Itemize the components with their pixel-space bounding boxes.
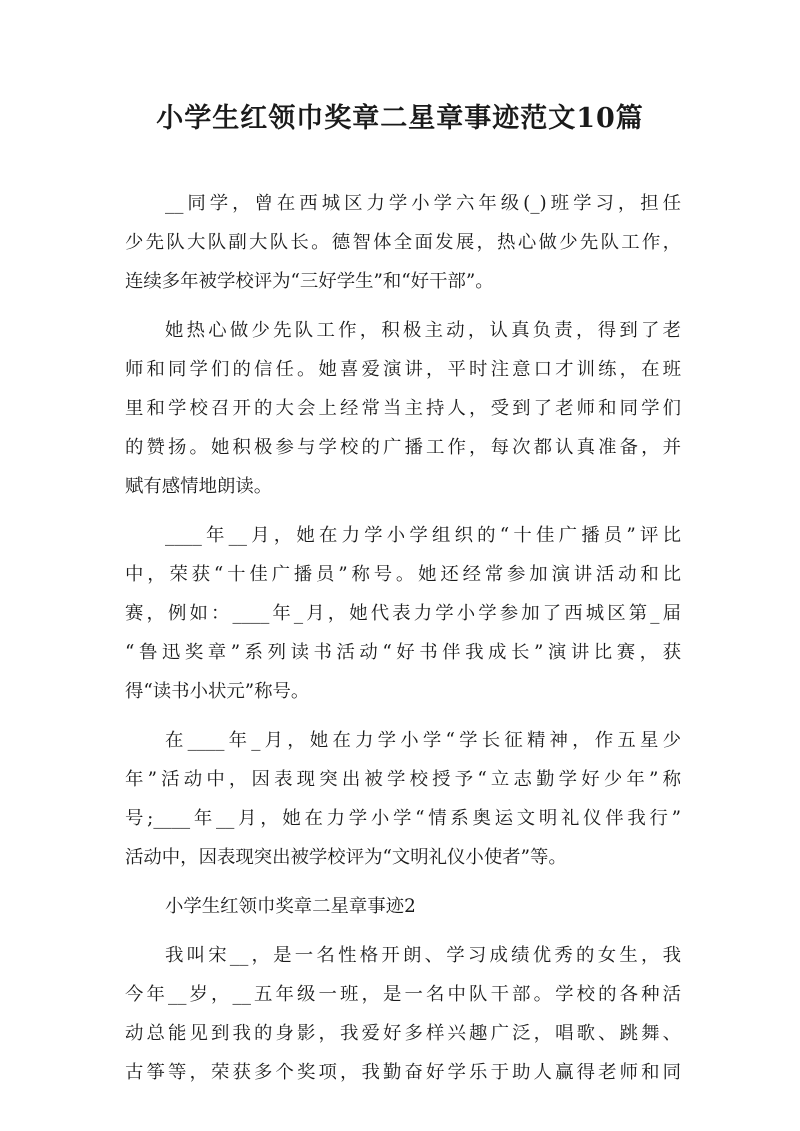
text-line: __同学，曾在西城区力学小学六年级(_)班学习，担任 <box>165 193 681 214</box>
text-line: 古筝等，荣获多个奖项，我勤奋好学乐于助人赢得老师和同 <box>125 1062 681 1083</box>
text-line: 她热心做少先队工作，积极主动，认真负责，得到了老 <box>165 320 681 341</box>
text-line: 师和同学们的信任。她喜爱演讲，平时注意口才训练，在班 <box>125 359 681 380</box>
document-title: 小学生红领巾奖章二星章事迹范文10篇 <box>156 103 644 134</box>
text-line: 号;____年__月，她在力学小学“情系奥运文明礼仪伴我行” <box>125 808 681 829</box>
text-line: “鲁迅奖章”系列读书活动“好书伴我成长”演讲比赛，获 <box>125 642 681 663</box>
text-line: 连续多年被学校评为“三好学生”和“好干部”。 <box>125 271 494 292</box>
text-line: 年”活动中，因表现突出被学校授予“立志勤学好少年”称 <box>125 769 681 790</box>
text-line: 里和学校召开的大会上经常当主持人，受到了老师和同学们 <box>125 398 681 419</box>
text-line: 动总能见到我的身影，我爱好多样兴趣广泛，唱歌、跳舞、 <box>125 1023 681 1044</box>
text-line: 在____年_月，她在力学小学“学长征精神，作五星少 <box>165 730 681 751</box>
text-line: 我叫宋__，是一名性格开朗、学习成绩优秀的女生，我 <box>165 945 681 966</box>
document-body <box>125 184 681 1092</box>
text-line: 的赞扬。她积极参与学校的广播工作，每次都认真准备，并 <box>125 437 681 458</box>
text-line: 中，荣获“十佳广播员”称号。她还经常参加演讲活动和比 <box>125 564 681 585</box>
text-line: 少先队大队副大队长。德智体全面发展，热心做少先队工作， <box>125 232 681 253</box>
text-line: 赛，例如：____年_月，她代表力学小学参加了西城区第_届 <box>125 603 681 624</box>
section-heading: 小学生红领巾奖章二星章事迹2 <box>165 896 416 917</box>
text-line: 赋有感情地朗读。 <box>125 476 273 497</box>
text-line: 得“读书小状元”称号。 <box>125 681 310 702</box>
text-line: 活动中，因表现突出被学校评为“文明礼仪小使者”等。 <box>125 847 567 868</box>
text-line: ____年__月，她在力学小学组织的“十佳广播员”评比 <box>165 525 681 546</box>
text-line: 今年__岁，__五年级一班，是一名中队干部。学校的各种活 <box>125 984 681 1005</box>
